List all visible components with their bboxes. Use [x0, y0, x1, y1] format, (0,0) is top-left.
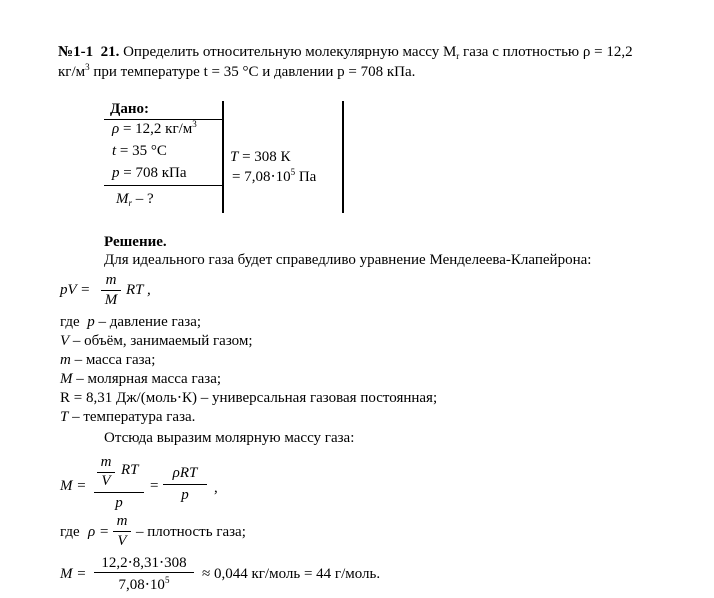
eq2-numerator2: ρRT: [172, 465, 198, 481]
def-T: [60, 409, 195, 426]
given-header: Дано:: [110, 101, 149, 117]
rho-def-numerator: m: [116, 513, 128, 529]
problem-statement-line2: [58, 64, 415, 81]
def-p-symbol: p: [87, 314, 95, 330]
p-si-sup: 5: [290, 167, 296, 177]
given-rho: [112, 121, 197, 138]
si-p: [232, 169, 316, 186]
eq1-numerator: m: [105, 272, 117, 288]
def-R: R = 8,31 Дж/(моль⋅К) – универсальная газовая постоянная;: [60, 390, 438, 406]
calc-fraction-bar: [94, 572, 194, 573]
p-value: = 708 кПа: [119, 165, 187, 181]
given-p: [112, 165, 187, 182]
calc-denominator: [92, 575, 196, 594]
problem-text-2a: кг/м: [58, 64, 86, 80]
problem-text-2b: при температуре t = 35 °С и давлении p = 708 кПа.: [89, 64, 416, 80]
p-si-unit: Па: [295, 169, 317, 185]
subscript-r: r: [456, 51, 460, 61]
def-M-text: – молярная масса газа;: [72, 371, 222, 387]
calc-lhs: M =: [60, 566, 87, 582]
M-sub: r: [128, 198, 133, 208]
eq2-inner-numerator: m: [100, 454, 112, 470]
t-value: = 35 °C: [116, 143, 167, 159]
def-p: [60, 314, 201, 331]
problem-text-1-tail: газа с плотностью ρ = 12,2: [459, 44, 633, 60]
calc-numerator: 12,2⋅8,31⋅308: [101, 555, 187, 571]
solution-header: Решение.: [104, 234, 167, 250]
def-p-text: – давление газа;: [94, 314, 202, 330]
rho-value: = 12,2 кг/м: [119, 121, 193, 137]
calc-den-text: 7,08⋅10: [118, 577, 165, 593]
p-symbol: p: [112, 165, 120, 181]
rho-def-lhs: ρ =: [88, 524, 110, 540]
eq2-bar2: [163, 484, 207, 485]
def-T-text: – температура газа.: [68, 409, 196, 425]
given-t: [112, 143, 167, 160]
eq2-numerator-tail: RT: [121, 462, 139, 478]
eq2-lhs: M =: [60, 478, 87, 494]
find-mark: – ?: [132, 191, 154, 207]
rho-symbol: ρ: [112, 121, 120, 137]
def-M-symbol: M: [60, 371, 73, 387]
eq2-main-bar: [94, 492, 144, 493]
def-T-symbol: T: [60, 409, 69, 425]
eq2-denominator: p: [115, 495, 123, 511]
rho-sup: 3: [192, 119, 197, 129]
problem-statement: [58, 44, 698, 61]
problem-number: №1-1: [58, 44, 94, 60]
solution-intro: Для идеального газа будет справедливо уравнение Менделеева-Клапейрона:: [104, 252, 592, 268]
def-V-text: – объём, занимаемый газом;: [69, 333, 253, 349]
T-symbol: T: [230, 149, 239, 165]
eq1-lhs: pV =: [60, 282, 91, 298]
where-label: где: [60, 314, 80, 330]
problem-text-1: Определить относительную молекулярную массу M: [123, 44, 457, 60]
def-V-symbol: V: [60, 333, 70, 349]
eq1-rhs: RT ,: [126, 282, 151, 298]
def-M: [60, 371, 221, 388]
task-number: 21.: [100, 44, 120, 60]
eq2-inner-denominator: V: [101, 473, 111, 489]
superscript-3: 3: [85, 62, 90, 72]
given-find: [116, 191, 154, 208]
eq2-comma: ,: [214, 480, 218, 496]
given-vertical-line: [222, 101, 224, 213]
eq1-fraction-bar: [101, 290, 121, 291]
calc-result: ≈ 0,044 кг/моль = 44 г/моль.: [202, 566, 381, 582]
eq2-denominator2: p: [181, 487, 189, 503]
def-m: [60, 352, 155, 369]
def-V: [60, 333, 253, 350]
si-T: [230, 149, 291, 166]
given-header-divider: [104, 119, 223, 120]
def-m-symbol: m: [60, 352, 71, 368]
given-find-divider: [104, 185, 223, 186]
eq1-denominator: M: [104, 292, 118, 308]
T-value: = 308 К: [238, 149, 291, 165]
express-text: Отсюда выразим молярную массу газа:: [104, 430, 355, 446]
rho-def-denominator: V: [117, 533, 127, 549]
calc-den-sup: 5: [164, 575, 170, 585]
rho-def-text: – плотность газа;: [136, 524, 246, 540]
where2-label: где: [60, 524, 80, 540]
p-si-value: = 7,08⋅10: [232, 169, 291, 185]
t-symbol: t: [112, 143, 117, 159]
rho-def-bar: [113, 531, 131, 532]
M-symbol: M: [116, 191, 129, 207]
si-vertical-line: [342, 101, 344, 213]
eq2-equals: =: [150, 478, 159, 494]
def-m-text: – масса газа;: [70, 352, 156, 368]
